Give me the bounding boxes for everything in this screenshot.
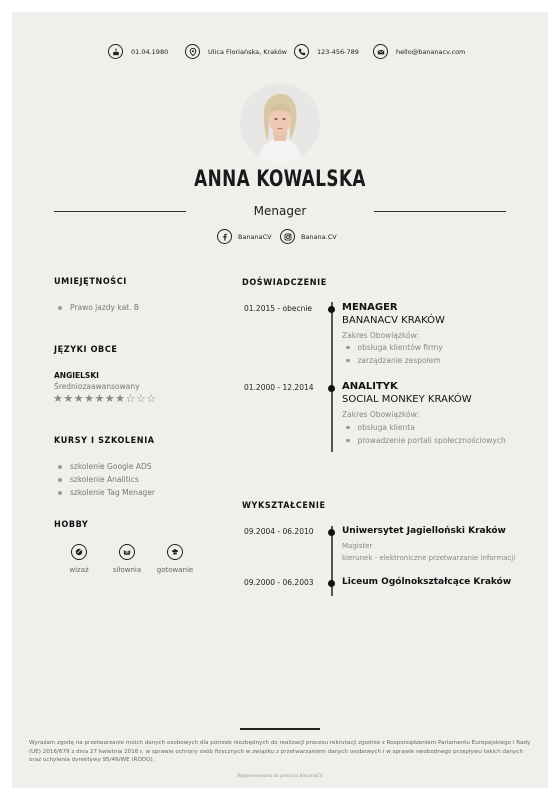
phone-icon: [294, 44, 309, 59]
cooking-icon: [167, 544, 183, 560]
contact-birthdate: [108, 44, 168, 59]
school-name: Uniwersytet Jagielloński Kraków: [342, 526, 506, 536]
timeline-dot: [328, 580, 335, 587]
degree-text: Magister: [342, 542, 373, 550]
footer-divider: [240, 728, 320, 730]
language-rating-stars: ★★★★★★★☆☆☆: [53, 392, 157, 405]
phone-text: 123-456-789: [317, 47, 359, 56]
timeline-dot: [328, 529, 335, 536]
timeline-dot: [328, 385, 335, 392]
list-item: szkolenie Tag Menager: [58, 488, 155, 497]
field-text: kierunek - elektroniczne przetwarzanie informacji: [342, 554, 516, 562]
scope-label: Zakres Obowiązków:: [342, 331, 419, 340]
makeup-icon: [71, 544, 87, 560]
divider-right: [374, 211, 506, 212]
social-instagram[interactable]: [280, 229, 337, 244]
duty-item: zarządzanie zespołem: [346, 356, 441, 365]
contact-phone: [294, 44, 359, 59]
experience-timeline: [331, 302, 333, 452]
birthdate-text: 01.04.1980: [131, 47, 169, 56]
gdpr-consent-text: Wyrażam zgodę na przetwarzanie moich danych osobowych dla potrzeb niezbędnych do realizacji procesu rekrutacji zgodnie z Rozporządzeniem Parlamentu Europejskiego i Rady (UE) 2016/679 z dnia 27 kwietnia 2016 r. w sprawie ochrony osób fizycznych w związku z przetwarzaniem danych osobowych i w sprawie swobodnego przepływu takich danych oraz uchylenia dyrektywy 95/46/WE (RODO).: [29, 740, 531, 764]
generator-credit: Wygenerowano za pomocą BananaCV: [237, 774, 323, 779]
skills-heading: UMIEJĘTNOŚCI: [54, 277, 127, 287]
hobby-heading: HOBBY: [54, 520, 89, 530]
address-text: Ulica Floriańska, Kraków: [208, 47, 287, 56]
person-role: Menager: [253, 204, 307, 218]
list-item: szkolenie Analitics: [58, 475, 139, 484]
person-name: ANNA KOWALSKA: [194, 167, 366, 192]
envelope-icon: [373, 44, 388, 59]
contact-address: [185, 44, 287, 59]
contact-email: [373, 44, 465, 59]
hobby-item: [54, 544, 104, 574]
education-date: 09.2000 - 06.2003: [244, 578, 314, 587]
education-date: 09.2004 - 06.2010: [244, 527, 314, 536]
hobby-item: [150, 544, 200, 574]
hobby-label: siłownia: [112, 566, 142, 574]
language-level: Średniozaawansowany: [54, 382, 140, 391]
cake-icon: [108, 44, 123, 59]
facebook-icon: [217, 229, 232, 244]
scope-label: Zakres Obowiązków:: [342, 410, 419, 419]
facebook-text: BananaCV: [238, 232, 272, 241]
profile-photo: [240, 83, 320, 163]
languages-heading: JĘZYKI OBCE: [54, 345, 118, 355]
instagram-icon: [280, 229, 295, 244]
list-item: szkolenie Google ADS: [58, 462, 152, 471]
experience-heading: DOŚWIADCZENIE: [242, 278, 327, 288]
school-name: Liceum Ogólnokształcące Kraków: [342, 577, 512, 587]
list-item: Prawo jazdy kat. B: [58, 303, 139, 312]
duty-item: obsługa klientów firmy: [346, 343, 443, 352]
experience-date: 01.2000 - 12.2014: [244, 383, 314, 392]
experience-date: 01.2015 - obecnie: [244, 304, 313, 313]
company-name: BANANACV KRAKÓW: [342, 315, 445, 326]
language-name: ANGIELSKI: [54, 371, 99, 380]
social-facebook[interactable]: [217, 229, 272, 244]
company-name: SOCIAL MONKEY KRAKÓW: [342, 394, 472, 405]
location-pin-icon: [185, 44, 200, 59]
education-heading: WYKSZTAŁCENIE: [242, 501, 326, 511]
dumbbell-icon: [119, 544, 135, 560]
duty-item: prowadzenie portali społecznościowych: [346, 436, 506, 445]
courses-heading: KURSY I SZKOLENIA: [54, 436, 155, 446]
hobby-label: wizaż: [69, 566, 89, 574]
hobby-label: gotowanie: [156, 566, 194, 574]
timeline-dot: [328, 306, 335, 313]
hobby-item: [102, 544, 152, 574]
duty-item: obsługa klienta: [346, 423, 415, 432]
job-title: MENAGER: [342, 302, 398, 313]
instagram-text: Banana.CV: [301, 232, 337, 241]
email-text: hello@bananacv.com: [396, 47, 466, 56]
job-title: ANALITYK: [342, 381, 398, 392]
